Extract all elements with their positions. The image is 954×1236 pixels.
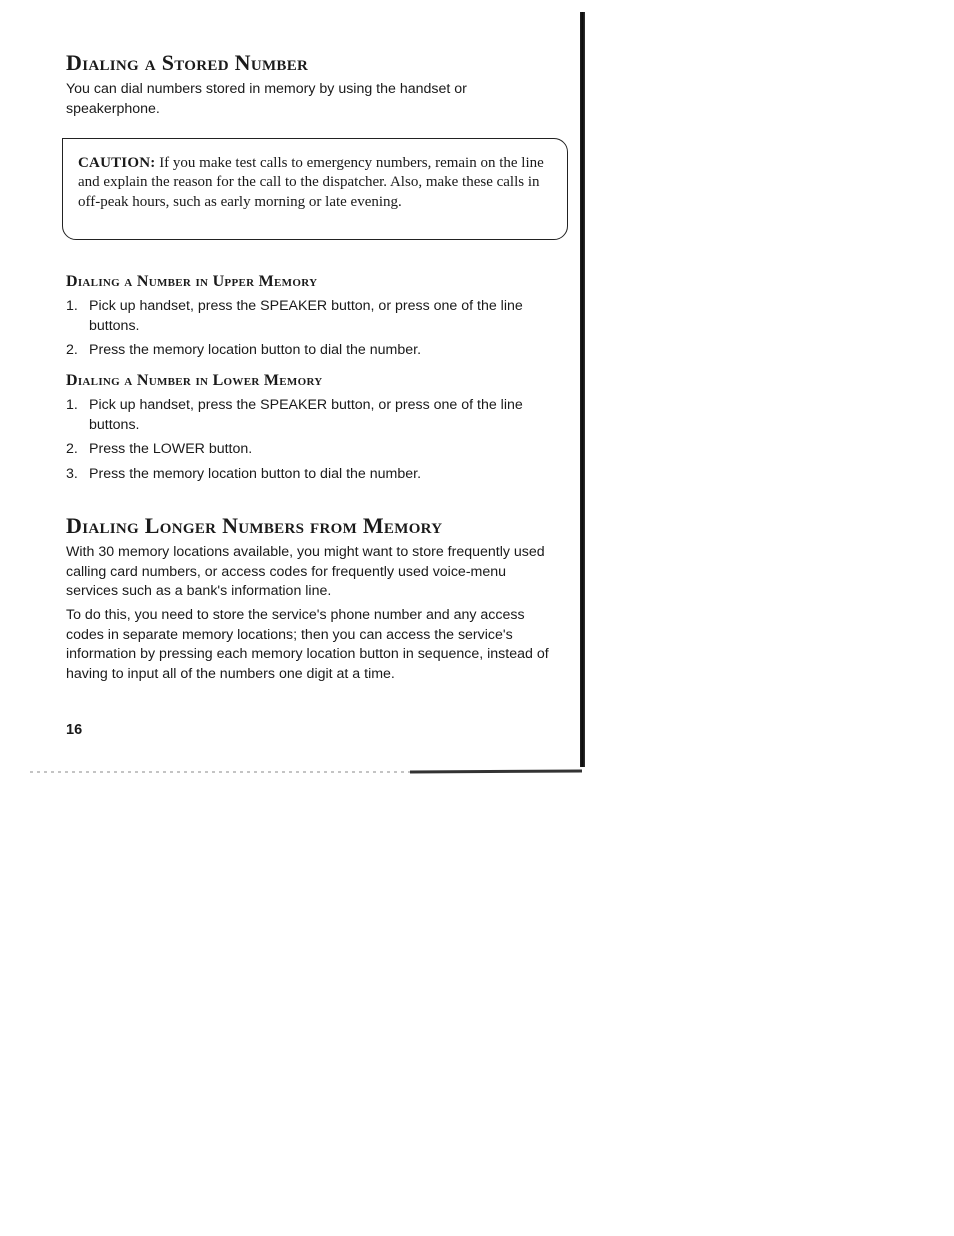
- caution-label: CAUTION:: [78, 155, 156, 171]
- section-intro-text: You can dial numbers stored in memory by using the handset or speakerphone.: [66, 81, 467, 117]
- step-number: 2.: [66, 342, 78, 358]
- caution-paragraph: [78, 154, 553, 212]
- list-item: [66, 396, 529, 435]
- step-number: 1.: [66, 298, 78, 314]
- lower-memory-steps: [66, 396, 529, 489]
- step-number: 2.: [66, 441, 78, 457]
- caution-text: If you make test calls to emergency numbers, remain on the line and explain the reason for the call to the dispatcher. Also, make these calls in off-peak hours, such as early morning or late evening.: [78, 155, 544, 210]
- subsection-title-lower-memory: Dialing a Number in Lower Memory: [66, 372, 323, 389]
- step-text: Pick up handset, press the SPEAKER button, or press one of the line buttons.: [89, 397, 523, 433]
- section-paragraph-1: With 30 memory locations available, you might want to store frequently used calling card numbers, or access codes for frequently used voice-menu services such as a bank's information line.: [66, 544, 545, 599]
- section-title-dialing-stored-number: Dialing a Stored Number: [66, 50, 309, 75]
- step-number: 1.: [66, 397, 78, 413]
- step-number: 3.: [66, 465, 78, 482]
- caution-box: [62, 138, 568, 240]
- page-edge-shadow: [580, 12, 585, 767]
- section-paragraph-2: To do this, you need to store the service's phone number and any access codes in separate memory locations; then you can access the service's information by pressing each memory location button in sequence, instead of having to input all of the numbers one digit at a time.: [66, 607, 549, 682]
- scan-bottom-edge: [30, 768, 582, 776]
- list-item: [66, 297, 529, 336]
- page-number: 16: [66, 722, 83, 738]
- list-item: [66, 465, 529, 485]
- step-text: Pick up handset, press the SPEAKER button, or press one of the line buttons.: [89, 298, 523, 334]
- subsection-title-upper-memory: Dialing a Number in Upper Memory: [66, 273, 318, 290]
- list-item: [66, 341, 529, 361]
- step-text: Press the memory location button to dial the number.: [89, 342, 422, 358]
- list-item: [66, 440, 529, 460]
- step-text: Press the memory location button to dial the number.: [89, 465, 422, 482]
- section-title-dialing-longer-numbers: Dialing Longer Numbers from Memory: [66, 513, 443, 538]
- upper-memory-steps: [66, 297, 529, 366]
- step-text: Press the LOWER button.: [89, 441, 253, 457]
